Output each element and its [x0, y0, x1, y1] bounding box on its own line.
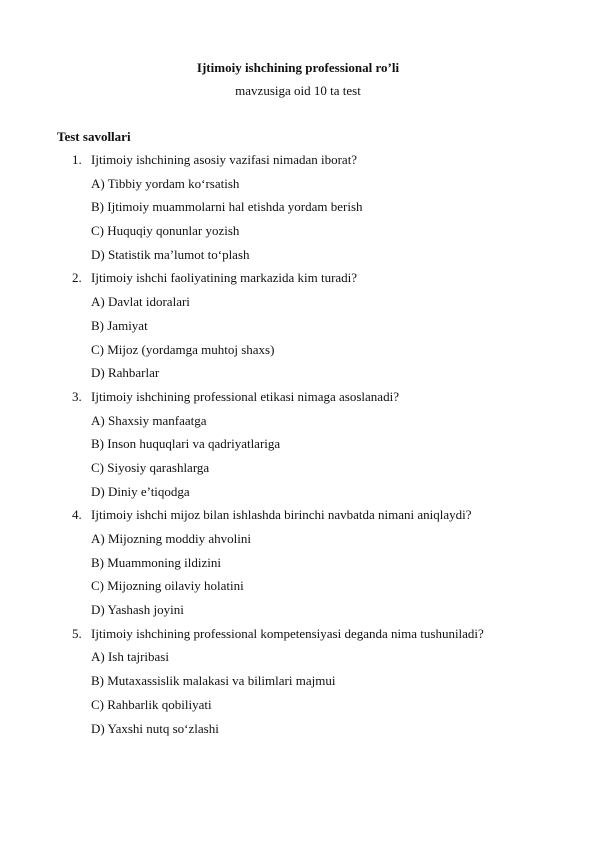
answer-option-c — [0, 342, 596, 366]
option-text: B) Ijtimoiy muammolarni hal etishda yordam berish — [91, 199, 363, 215]
question-text: Ijtimoiy ishchi faoliyatining markazida kim turadi? — [91, 270, 358, 286]
option-text: B) Jamiyat — [91, 317, 148, 333]
question-row — [0, 270, 596, 294]
option-text: D) Diniy e’tiqodga — [91, 483, 190, 499]
question-row — [0, 507, 596, 531]
question-number: 2. — [72, 270, 82, 286]
option-text: C) Huquqiy qonunlar yozish — [91, 223, 240, 239]
question-text: Ijtimoiy ishchining professional kompetensiyasi deganda nima tushuniladi? — [91, 625, 484, 641]
answer-option-b — [0, 318, 596, 342]
document-title: Ijtimoiy ishchining professional ro’li — [196, 60, 400, 75]
question-1 — [0, 152, 596, 270]
answer-option-b — [0, 436, 596, 460]
question-5 — [0, 626, 596, 744]
answer-option-d — [0, 602, 596, 626]
answer-option-b — [0, 673, 596, 697]
answer-option-c — [0, 460, 596, 484]
option-text: B) Muammoning ildizini — [91, 554, 221, 570]
question-row — [0, 626, 596, 650]
answer-option-a — [0, 294, 596, 318]
question-row — [0, 152, 596, 176]
question-3 — [0, 389, 596, 507]
option-text: A) Davlat idoralari — [91, 294, 190, 310]
option-text: A) Tibbiy yordam ko‘rsatish — [91, 175, 240, 191]
answer-option-d — [0, 247, 596, 271]
answer-option-b — [0, 199, 596, 223]
question-row — [0, 389, 596, 413]
option-text: C) Mijozning oilaviy holatini — [91, 578, 244, 594]
answer-option-c — [0, 223, 596, 247]
question-number: 5. — [72, 625, 82, 641]
section-heading: Test savollari — [57, 129, 131, 144]
answer-option-a — [0, 176, 596, 200]
option-text: A) Ish tajribasi — [91, 649, 169, 665]
question-number: 1. — [72, 152, 82, 167]
option-text: C) Siyosiy qarashlarga — [91, 459, 210, 475]
option-text: B) Mutaxassislik malakasi va bilimlari majmui — [91, 673, 336, 689]
document-subtitle: mavzusiga oid 10 ta test — [235, 83, 361, 98]
question-number: 3. — [72, 388, 82, 404]
option-text: D) Yashash joyini — [91, 602, 184, 618]
answer-option-a — [0, 413, 596, 437]
answer-option-a — [0, 531, 596, 555]
question-text: Ijtimoiy ishchining asosiy vazifasi nimadan iborat? — [91, 152, 358, 167]
answer-option-c — [0, 578, 596, 602]
option-text: C) Rahbarlik qobiliyati — [91, 696, 212, 712]
answer-option-b — [0, 555, 596, 579]
answer-option-a — [0, 649, 596, 673]
question-list — [0, 152, 596, 744]
question-4 — [0, 507, 596, 625]
question-2 — [0, 270, 596, 388]
option-text: D) Yaxshi nutq so‘zlashi — [91, 720, 219, 736]
question-number: 4. — [72, 507, 82, 523]
question-text: Ijtimoiy ishchi mijoz bilan ishlashda birinchi navbatda nimani aniqlaydi? — [91, 507, 472, 523]
answer-option-d — [0, 721, 596, 745]
answer-option-d — [0, 484, 596, 508]
answer-option-d — [0, 365, 596, 389]
option-text: A) Shaxsiy manfaatga — [91, 412, 207, 428]
option-text: D) Rahbarlar — [91, 365, 160, 381]
answer-option-c — [0, 697, 596, 721]
option-text: B) Inson huquqlari va qadriyatlariga — [91, 436, 281, 452]
question-text: Ijtimoiy ishchining professional etikasi nimaga asoslanadi? — [91, 388, 399, 404]
option-text: C) Mijoz (yordamga muhtoj shaxs) — [91, 341, 275, 357]
option-text: A) Mijozning moddiy ahvolini — [91, 531, 251, 546]
option-text: D) Statistik ma’lumot to‘plash — [91, 246, 250, 262]
